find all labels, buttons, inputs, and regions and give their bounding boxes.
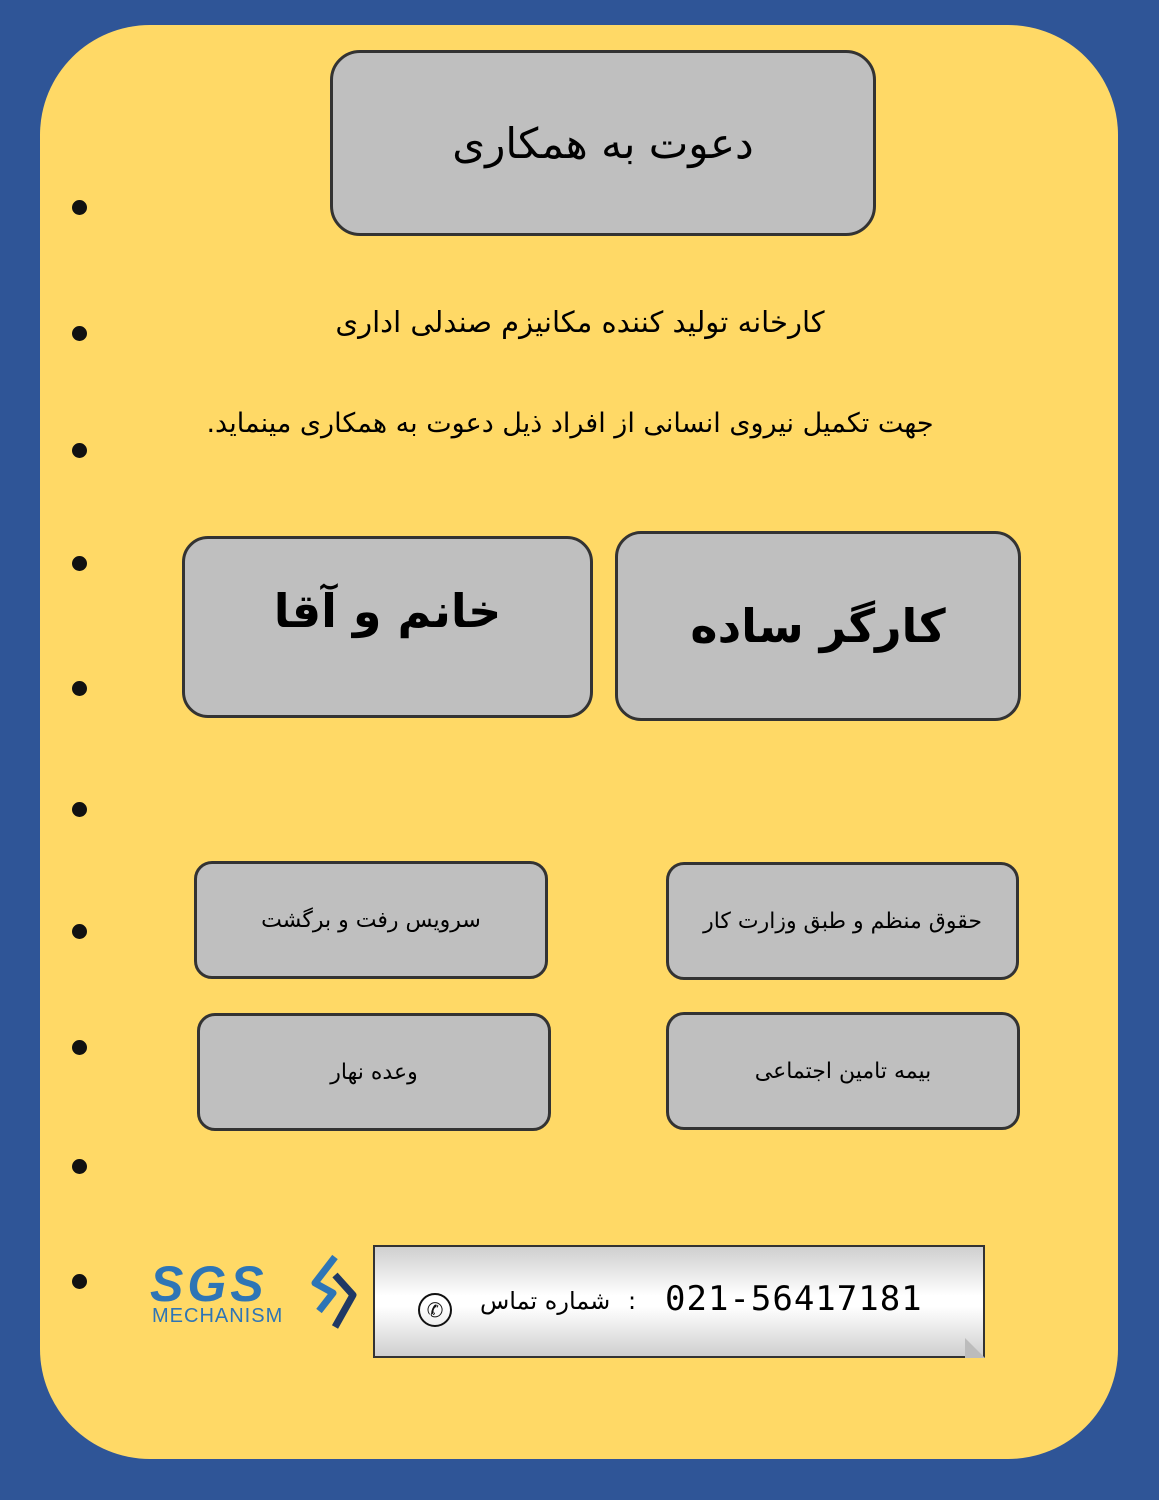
- intro-line-1: کارخانه تولید کننده مکانیزم صندلی اداری: [335, 305, 825, 339]
- benefit-salary-text: حقوق منظم و طبق وزارت کار: [703, 908, 982, 934]
- benefit-lunch-box: [197, 1013, 551, 1131]
- contact-box: [373, 1245, 985, 1358]
- bullet-dot: [72, 681, 87, 696]
- bullet-dot: [72, 326, 87, 341]
- page-fold-corner: [965, 1338, 985, 1358]
- role-gender-box: [182, 536, 593, 718]
- benefit-lunch-text: وعده نهار: [330, 1059, 418, 1085]
- company-logo: [150, 1255, 360, 1335]
- bullet-dot: [72, 200, 87, 215]
- bullet-dot: [72, 443, 87, 458]
- logo-mechanism-text: MECHANISM: [152, 1305, 284, 1327]
- bullet-dot: [72, 1040, 87, 1055]
- role-gender-text: خانم و آقا: [273, 584, 502, 638]
- page-title-text: دعوت به همکاری: [452, 118, 754, 168]
- bullet-dot: [72, 556, 87, 571]
- contact-label: شماره تماس: [480, 1287, 611, 1315]
- benefit-salary-box: [666, 862, 1019, 980]
- page-title: [330, 50, 876, 236]
- bullet-dot: [72, 1274, 87, 1289]
- contact-number[interactable]: 021-56417181: [665, 1279, 923, 1319]
- logo-sgs-text: SGS: [150, 1256, 268, 1312]
- role-job-box: [615, 531, 1021, 721]
- flyer-card: [40, 25, 1118, 1459]
- bullet-dot: [72, 924, 87, 939]
- benefit-insurance-box: [666, 1012, 1020, 1130]
- bullet-dot: [72, 1159, 87, 1174]
- role-job-text: کارگر ساده: [690, 599, 946, 653]
- bullet-dot: [72, 802, 87, 817]
- benefit-insurance-text: بیمه تامین اجتماعی: [754, 1058, 932, 1084]
- benefit-transport-box: [194, 861, 548, 979]
- benefit-transport-text: سرویس رفت و برگشت: [261, 907, 481, 933]
- phone-icon: ✆: [418, 1293, 452, 1327]
- intro-line-2: جهت تکمیل نیروی انسانی از افراد ذیل دعوت به همکاری مینماید.: [206, 408, 934, 439]
- contact-separator: :: [628, 1287, 637, 1315]
- logo-emblem-icon: [305, 1253, 361, 1333]
